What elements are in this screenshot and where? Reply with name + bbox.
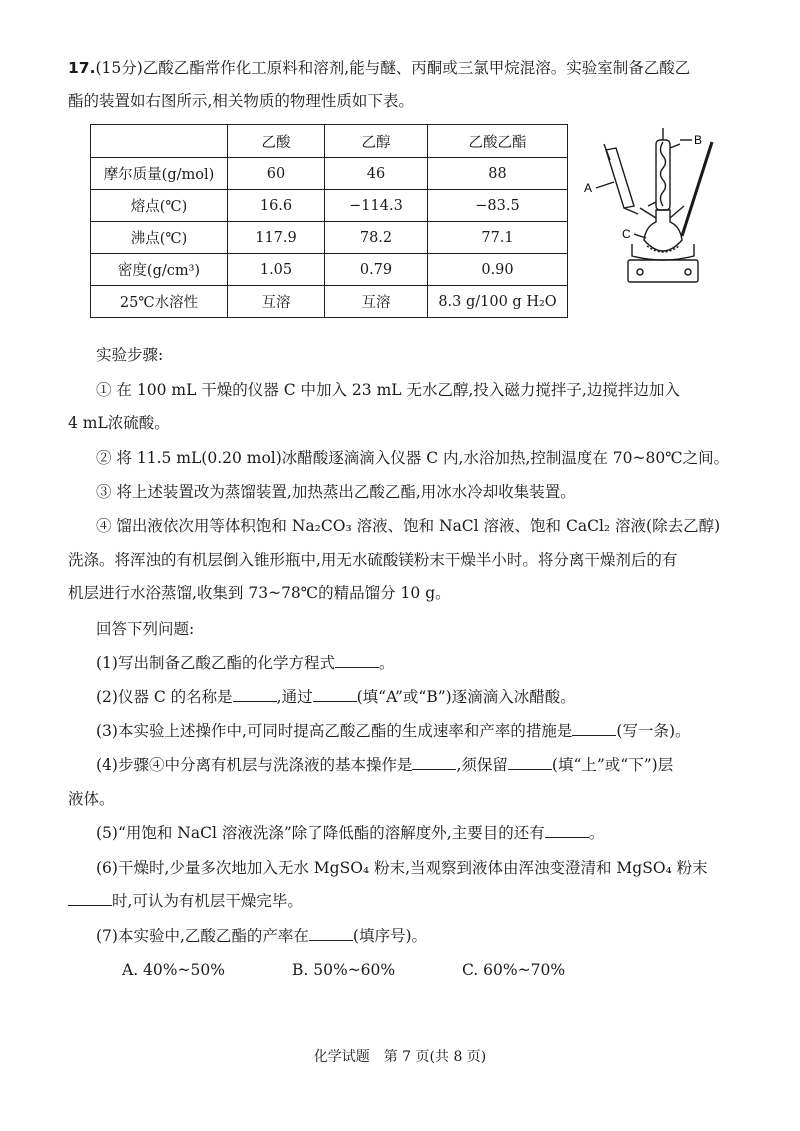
answer-blank[interactable]	[68, 891, 112, 906]
questions-heading: 回答下列问题:	[96, 620, 195, 638]
q3-end: (写一条)。	[616, 722, 691, 740]
question-number: 17.	[68, 59, 96, 77]
table-header-row	[91, 125, 568, 158]
question-7	[96, 925, 427, 947]
flask-left-neck	[640, 208, 656, 218]
condenser-outlet	[670, 144, 680, 148]
table-row	[91, 254, 568, 286]
question-2	[96, 686, 576, 708]
round-bottom-flask	[644, 210, 682, 251]
row-label: 25℃水溶性	[91, 286, 228, 318]
table-header-cell: 乙酸乙酯	[428, 125, 568, 158]
question-5	[96, 822, 604, 844]
q1-end: 。	[378, 654, 395, 672]
cell-ethanol: 46	[325, 158, 428, 190]
cell-ethanol: −114.3	[325, 190, 428, 222]
cell-ethanol: 互溶	[325, 286, 428, 318]
q2-text: (2)仪器 C 的名称是	[96, 688, 233, 706]
cell-ethanol: 0.79	[325, 254, 428, 286]
answer-blank[interactable]	[412, 755, 456, 770]
q7-end: (填序号)。	[352, 927, 427, 945]
cell-ester: 88	[428, 158, 568, 190]
dropping-funnel-A	[606, 148, 634, 208]
cell-acetic: 1.05	[228, 254, 325, 286]
q6-end: 时,可认为有机层干燥完毕。	[112, 892, 303, 910]
steps-heading: 实验步骤:	[96, 346, 164, 364]
table-row	[91, 190, 568, 222]
step-4-line2: 洗涤。将浑浊的有机层倒入锥形瓶中,用无水硫酸镁粉末干燥半小时。将分离干燥剂后的有	[68, 551, 678, 569]
row-label: 熔点(℃)	[91, 190, 228, 222]
table-row	[91, 158, 568, 190]
table-header-cell: 乙酸	[228, 125, 325, 158]
question-7-options	[122, 959, 632, 981]
condenser-coil	[661, 142, 666, 206]
question-1	[96, 652, 394, 674]
q4-end: (填“上”或“下”)层	[551, 756, 674, 774]
label-a-pointer	[596, 182, 614, 188]
hotplate-knob-icon	[685, 269, 691, 275]
cell-ethanol: 78.2	[325, 222, 428, 254]
question-6-cont	[68, 890, 303, 912]
question-intro-line2: 酯的装置如右图所示,相关物质的物理性质如下表。	[68, 92, 414, 110]
q5-text: (5)“用饱和 NaCl 溶液洗涤”除了降低酯的溶解度外,主要目的还有	[96, 824, 545, 842]
apparatus-diagram	[576, 122, 726, 302]
answer-blank[interactable]	[335, 653, 379, 668]
answer-blank[interactable]	[545, 823, 589, 838]
funnel-top	[604, 144, 610, 160]
reflux-condenser-B	[656, 140, 670, 210]
cell-acetic: 16.6	[228, 190, 325, 222]
question-3	[96, 720, 691, 742]
step-2: ② 将 11.5 mL(0.20 mol)冰醋酸逐滴滴入仪器 C 内,水浴加热,控制温度在 70~80℃之间。	[96, 449, 730, 467]
q2-mid: ,通过	[276, 688, 313, 706]
intro-text-1: (15分)乙酸乙酯常作化工原料和溶剂,能与醚、丙酮或三氯甲烷混溶。实验室制备乙酸乙	[95, 59, 691, 77]
q2-end: (填“A”或“B”)逐滴滴入冰醋酸。	[356, 688, 576, 706]
condenser-inlet	[648, 202, 656, 206]
q7-text: (7)本实验中,乙酸乙酯的产率在	[96, 927, 309, 945]
q4-mid: ,须保留	[456, 756, 508, 774]
label-c: C	[622, 227, 631, 241]
step-1-line2: 4 mL浓硫酸。	[68, 414, 170, 432]
cell-acetic: 60	[228, 158, 325, 190]
flask-right-neck	[670, 206, 684, 218]
hotplate-knob-icon	[637, 269, 643, 275]
cell-ester: 0.90	[428, 254, 568, 286]
answer-blank[interactable]	[233, 687, 277, 702]
answer-blank[interactable]	[313, 687, 357, 702]
answer-blank[interactable]	[309, 926, 353, 941]
thermometer	[682, 142, 712, 236]
page-footer: 化学试题 第 7 页(共 8 页)	[313, 1049, 487, 1065]
cell-ester: 77.1	[428, 222, 568, 254]
label-a: A	[584, 181, 593, 195]
answer-blank[interactable]	[508, 755, 552, 770]
step-1-line1: ① 在 100 mL 干燥的仪器 C 中加入 23 mL 无水乙醇,投入磁力搅拌子,边搅拌边加入	[96, 381, 680, 399]
table-row	[91, 286, 568, 318]
question-intro-line1	[68, 57, 690, 79]
cell-acetic: 117.9	[228, 222, 325, 254]
hotplate-base	[628, 260, 698, 282]
option-a[interactable]: A. 40%~50%	[122, 961, 225, 979]
step-4-line1: ④ 馏出液依次用等体积饱和 Na₂CO₃ 溶液、饱和 NaCl 溶液、饱和 CaCl₂ 溶液(除去乙醇)	[96, 517, 721, 535]
q3-text: (3)本实验上述操作中,可同时提高乙酸乙酯的生成速率和产率的措施是	[96, 722, 573, 740]
cell-acetic: 互溶	[228, 286, 325, 318]
question-6: (6)干燥时,少量多次地加入无水 MgSO₄ 粉末,当观察到液体由浑浊变澄清和 MgSO₄ 粉末	[96, 859, 708, 877]
answer-blank[interactable]	[572, 721, 616, 736]
cell-ester: −83.5	[428, 190, 568, 222]
table-header-cell: 乙醇	[325, 125, 428, 158]
question-4	[96, 754, 673, 776]
properties-table	[90, 124, 568, 318]
step-3: ③ 将上述装置改为蒸馏装置,加热蒸出乙酸乙酯,用冰水冷却收集装置。	[96, 483, 576, 501]
cell-ester: 8.3 g/100 g H₂O	[428, 286, 568, 318]
option-b[interactable]: B. 50%~60%	[292, 961, 396, 979]
q1-text: (1)写出制备乙酸乙酯的化学方程式	[96, 654, 335, 672]
row-label: 密度(g/cm³)	[91, 254, 228, 286]
q4-text: (4)步骤④中分离有机层与洗涤液的基本操作是	[96, 756, 413, 774]
option-c[interactable]: C. 60%~70%	[462, 961, 566, 979]
label-b: B	[694, 133, 703, 147]
table-row	[91, 222, 568, 254]
step-4-line3: 机层进行水浴蒸馏,收集到 73~78℃的精品馏分 10 g。	[68, 584, 451, 602]
row-label: 摩尔质量(g/mol)	[91, 158, 228, 190]
question-4-cont: 液体。	[68, 790, 115, 808]
q5-end: 。	[588, 824, 605, 842]
table-header-cell	[91, 125, 228, 158]
funnel-stem	[624, 208, 638, 214]
row-label: 沸点(℃)	[91, 222, 228, 254]
